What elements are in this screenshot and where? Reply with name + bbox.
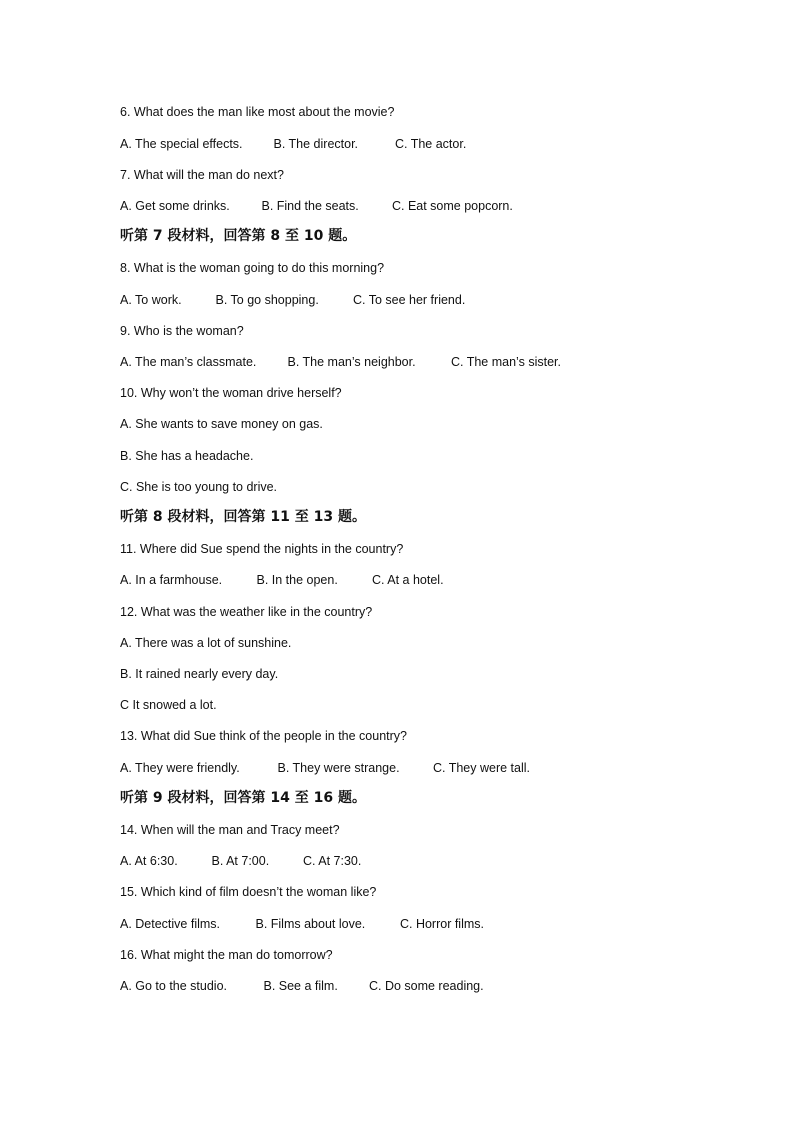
option-8a: A. To work. bbox=[120, 293, 182, 307]
option-6c: C. The actor. bbox=[394, 137, 467, 151]
option-13a: A. They were friendly. bbox=[120, 761, 240, 775]
question-9-options bbox=[120, 354, 561, 370]
section-heading-9: 听第 9 段材料，回答第 14 至 16 题。 bbox=[120, 790, 366, 806]
question-12: 12. What was the weather like in the country? bbox=[120, 605, 373, 619]
question-14-options bbox=[120, 853, 361, 869]
question-8-options bbox=[120, 292, 465, 308]
option-8c: C. To see her friend. bbox=[352, 293, 466, 307]
option-6a: A. The special effects. bbox=[120, 137, 243, 151]
option-16c: C. Do some reading. bbox=[368, 979, 484, 993]
question-7-options bbox=[120, 198, 513, 214]
question-13: 13. What did Sue think of the people in the country? bbox=[120, 729, 407, 743]
question-10: 10. Why won’t the woman drive herself? bbox=[120, 386, 342, 400]
option-9c: C. The man’s sister. bbox=[450, 355, 561, 369]
option-14a: A. At 6:30. bbox=[120, 854, 178, 868]
option-10c: C. She is too young to drive. bbox=[120, 480, 278, 494]
question-16: 16. What might the man do tomorrow? bbox=[120, 948, 333, 962]
option-10b: B. She has a headache. bbox=[120, 449, 254, 463]
option-13b: B. They were strange. bbox=[277, 761, 400, 775]
question-8: 8. What is the woman going to do this morning? bbox=[120, 261, 385, 275]
option-7a: A. Get some drinks. bbox=[120, 199, 230, 213]
question-16-options bbox=[120, 978, 484, 994]
option-9b: B. The man’s neighbor. bbox=[287, 355, 416, 369]
question-7: 7. What will the man do next? bbox=[120, 168, 284, 182]
question-13-options bbox=[120, 760, 530, 776]
question-6: 6. What does the man like most about the movie? bbox=[120, 105, 395, 119]
option-8b: B. To go shopping. bbox=[215, 293, 319, 307]
question-11-options bbox=[120, 572, 444, 588]
section-heading-7: 听第 7 段材料，回答第 8 至 10 题。 bbox=[120, 228, 357, 244]
option-14b: B. At 7:00. bbox=[211, 854, 270, 868]
option-11b: B. In the open. bbox=[256, 573, 338, 587]
option-11a: A. In a farmhouse. bbox=[120, 573, 223, 587]
section-heading-8: 听第 8 段材料，回答第 11 至 13 题。 bbox=[120, 509, 366, 525]
question-15-options bbox=[120, 916, 484, 932]
question-9: 9. Who is the woman? bbox=[120, 324, 244, 338]
option-16a: A. Go to the studio. bbox=[120, 979, 228, 993]
option-11c: C. At a hotel. bbox=[371, 573, 444, 587]
question-11: 11. Where did Sue spend the nights in the country? bbox=[120, 542, 404, 556]
option-15c: C. Horror films. bbox=[399, 917, 484, 931]
option-13c: C. They were tall. bbox=[432, 761, 530, 775]
option-12b: B. It rained nearly every day. bbox=[120, 667, 279, 681]
question-14: 14. When will the man and Tracy meet? bbox=[120, 823, 340, 837]
option-7c: C. Eat some popcorn. bbox=[391, 199, 513, 213]
option-16b: B. See a film. bbox=[263, 979, 338, 993]
option-10a: A. She wants to save money on gas. bbox=[120, 417, 323, 431]
option-9a: A. The man’s classmate. bbox=[120, 355, 257, 369]
option-6b: B. The director. bbox=[273, 137, 359, 151]
option-15a: A. Detective films. bbox=[120, 917, 221, 931]
option-7b: B. Find the seats. bbox=[261, 199, 359, 213]
option-15b: B. Films about love. bbox=[255, 917, 366, 931]
question-6-options bbox=[120, 136, 466, 152]
option-12c: C It snowed a lot. bbox=[120, 698, 217, 712]
question-15: 15. Which kind of film doesn’t the woman like? bbox=[120, 885, 377, 899]
option-14c: C. At 7:30. bbox=[302, 854, 362, 868]
option-12a: A. There was a lot of sunshine. bbox=[120, 636, 292, 650]
